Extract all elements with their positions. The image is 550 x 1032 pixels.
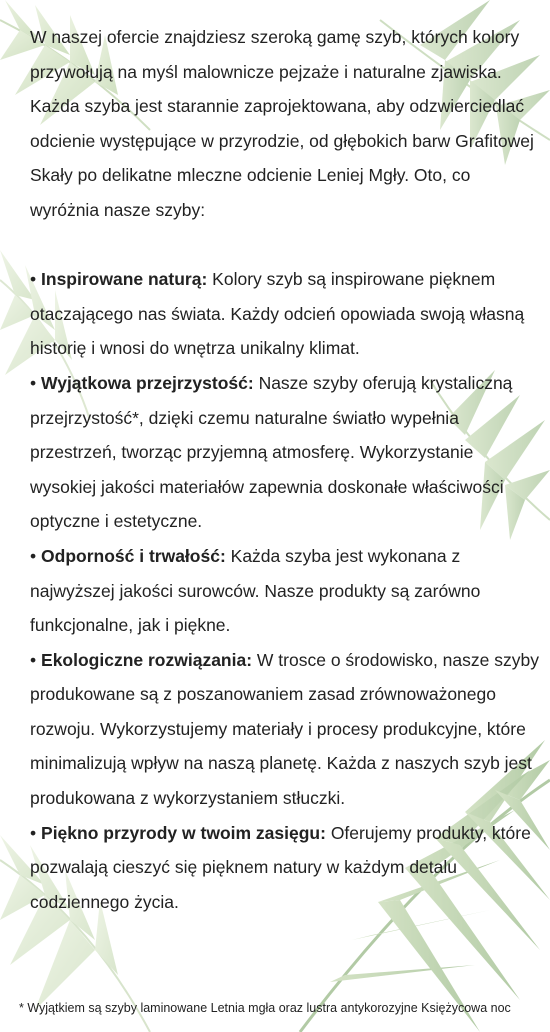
feature-text: Nasze szyby oferują krystaliczną przejrzystość*, dzięki czemu naturalne światło wypełnia przestrzeń, tworząc przyjemną atmosferę. Wykorzystanie wysokiej jakości materiałów zapewnia doskonałe właściwości optyczne i estetyczne. — [30, 372, 513, 532]
feature-text: Każda szyba jest wykonana z najwyższej jakości surowców. Nasze produkty są zarówno funkcjonalne, jak i piękne. — [30, 545, 481, 636]
feature-title: Piękno przyrody w twoim zasięgu: — [41, 822, 326, 843]
feature-item — [30, 262, 540, 366]
bullet-symbol: • — [30, 545, 37, 566]
feature-item — [30, 816, 540, 920]
feature-item — [30, 366, 540, 539]
feature-text: W trosce o środowisko, nasze szyby produkowane są z poszanowaniem zasad zrównoważonego rozwoju. Wykorzystujemy materiały i procesy produkcyjne, które minimalizują wpływ na naszą planetę. Każda z naszych szyb jest produkowana z wykorzystaniem stłuczki. — [30, 649, 539, 809]
footnote: * Wyjątkiem są szyby laminowane Letnia mgła oraz lustra antykorozyjne Księżycowa noc — [19, 1001, 511, 1015]
bullet-symbol: • — [30, 649, 37, 670]
main-content — [30, 20, 540, 919]
intro-paragraph: W naszej ofercie znajdziesz szeroką gamę szyb, których kolory przywołują na myśl malownicze pejzaże i naturalne zjawiska. Każda szyba jest starannie zaprojektowana, aby odzwierciedlać odcienie występujące w przyrodzie, od głębokich barw Grafitowej Skały po delikatne mleczne odcienie Leniej Mgły. Oto, co wyróżnia nasze szyby: — [30, 27, 534, 220]
bullet-symbol: • — [30, 822, 37, 843]
spacer — [30, 228, 540, 263]
feature-item — [30, 643, 540, 816]
feature-title: Odporność i trwałość: — [41, 545, 226, 566]
feature-title: Inspirowane naturą: — [41, 269, 208, 290]
feature-item — [30, 539, 540, 643]
feature-text: Oferujemy produkty, które pozwalają cieszyć się pięknem natury w każdym detalu codziennego życia. — [30, 822, 531, 912]
bullet-symbol: • — [30, 269, 37, 290]
feature-title: Wyjątkowa przejrzystość: — [41, 372, 254, 393]
feature-text: Kolory szyb są inspirowane pięknem otaczającego nas świata. Każdy odcień opowiada swoją własną historię i wnosi do wnętrza unikalny klimat. — [30, 269, 525, 359]
bullet-symbol: • — [30, 372, 37, 393]
feature-title: Ekologiczne rozwiązania: — [41, 649, 253, 670]
